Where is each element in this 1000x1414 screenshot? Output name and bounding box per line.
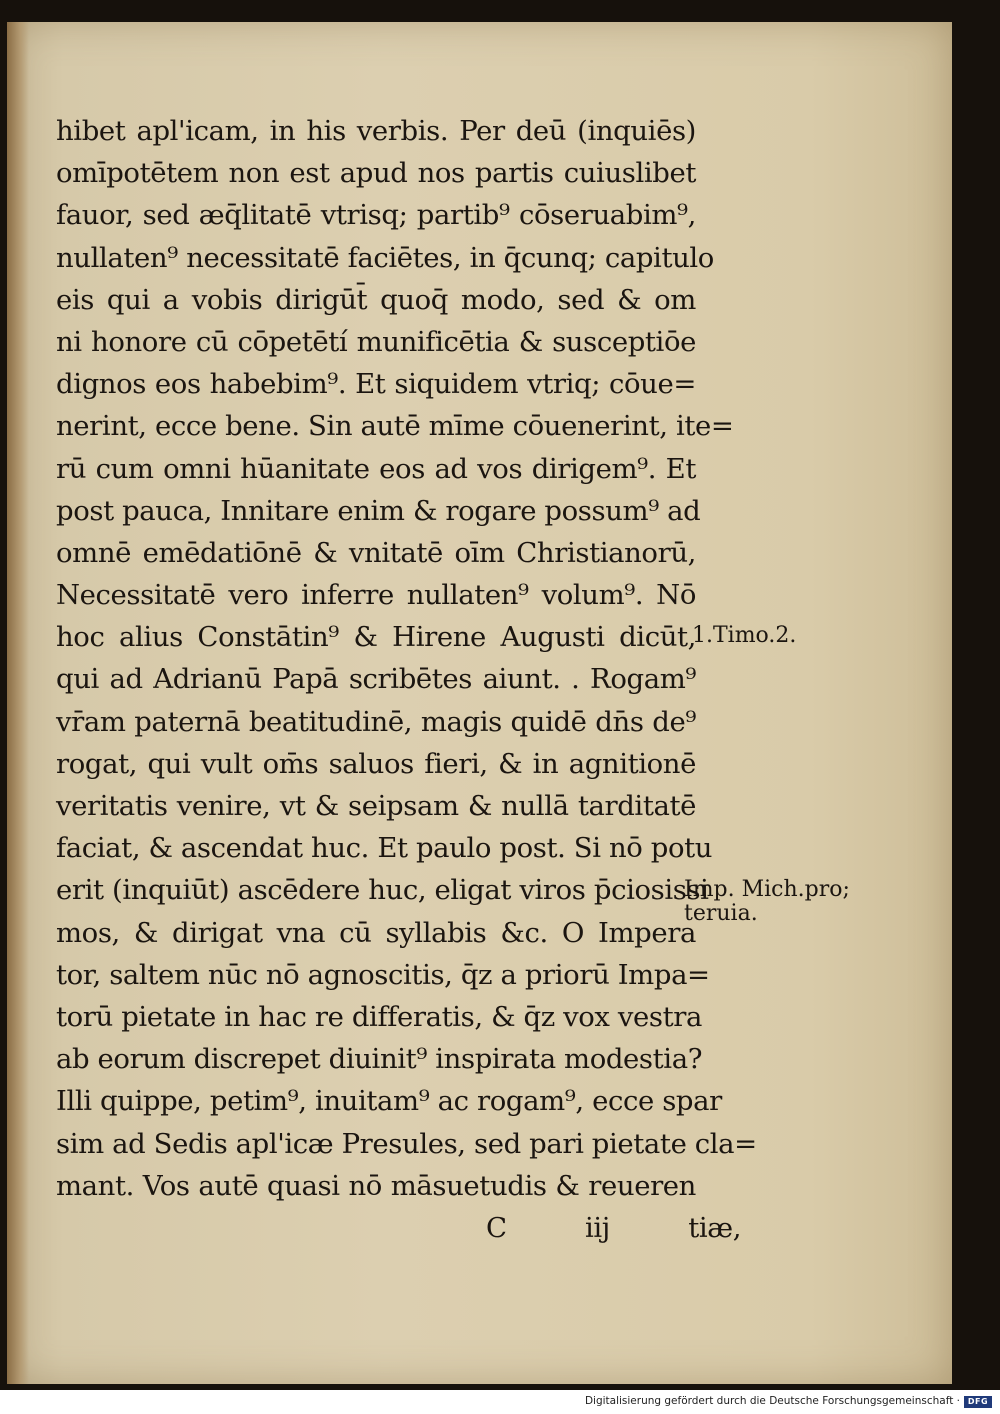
text-line: qui ad Adrianū Papā scribētes aiunt. . Rogam⁹ [56, 663, 696, 696]
text-line: ab eorum discrepet diuinit⁹ inspirata modestia? [56, 1043, 703, 1076]
funding-credit: Digitalisierung gefördert durch die Deutsche Forschungsgemeinschaft · [584, 1395, 960, 1407]
text-line: vr̄am paternā beatitudinē, magis quidē dn̄s de⁹ [56, 705, 696, 738]
text-line: post pauca, Innitare enim & rogare possum⁹ ad [56, 494, 701, 527]
text-line: omnē emēdatiōnē & vnitatē oīm Christianorū, [56, 536, 696, 569]
catchword: tiæ, [688, 1211, 742, 1244]
signature-mark: C iij [486, 1211, 610, 1244]
signature-line [56, 1207, 742, 1249]
margin-note-line: Imp. Mich.pro; [684, 877, 850, 902]
text-line: sim ad Sedis apl'icæ Presules, sed pari pietate cla= [56, 1127, 757, 1160]
text-line: hoc alius Constātin⁹ & Hirene Augusti dicūt, [56, 621, 696, 654]
text-line: mant. Vos autē quasi nō māsuetudis & reueren [56, 1169, 696, 1202]
text-line: hibet apl'icam, in his verbis. Per deū (inquiēs) [56, 115, 696, 147]
page-gutter [7, 22, 29, 1384]
text-line: mos, & dirigat vna cū syllabis &c. O Impera [56, 916, 696, 949]
text-line: veritatis venire, vt & seipsam & nullā tarditatē [56, 790, 696, 822]
text-line: dignos eos habebim⁹. Et siquidem vtriq; cōue= [56, 368, 696, 401]
text-line: Necessitatē vero inferre nullaten⁹ volum⁹. Nō [56, 579, 696, 612]
text-line: erit (inquiūt) ascēdere huc, eligat viros p̄ciosissi [56, 874, 709, 907]
text-line: nullaten⁹ necessitatē faciētes, in q̄cunq; capitulo [56, 241, 714, 274]
text-line: eis qui a vobis dirigūt̄ quoq̄ modo, sed & om [56, 283, 696, 316]
text-line: rū cum omni hūanitate eos ad vos dirigem⁹. Et [56, 452, 696, 485]
text-line: nerint, ecce bene. Sin autē mīme cōuenerint, ite= [56, 410, 734, 443]
text-line: faciat, & ascendat huc. Et paulo post. Si nō potu [56, 832, 713, 865]
text-line: tor, saltem nūc nō agnoscitis, q̄z a priorū Impa= [56, 958, 710, 991]
text-line: omīpotētem non est apud nos partis cuiuslibet [56, 157, 696, 190]
margin-note-timothy: 1.Timo.2. [692, 623, 797, 648]
dfg-logo-icon: DFG [964, 1396, 992, 1408]
margin-note-line: teruia. [684, 901, 758, 926]
text-line: ni honore cū cōpetētí munificētia & susceptiōe [56, 325, 696, 358]
text-line: fauor, sed æq̄litatē vtrisq; partib⁹ cōseruabim⁹, [56, 199, 696, 232]
text-line: Illi quippe, petim⁹, inuitam⁹ ac rogam⁹, ecce spar [56, 1085, 722, 1118]
margin-note-imperator [684, 878, 850, 926]
text-line: torū pietate in hac re differatis, & q̄z vox vestra [56, 1000, 702, 1033]
text-line: rogat, qui vult om̄s saluos fieri, & in agnitionē [56, 747, 696, 780]
